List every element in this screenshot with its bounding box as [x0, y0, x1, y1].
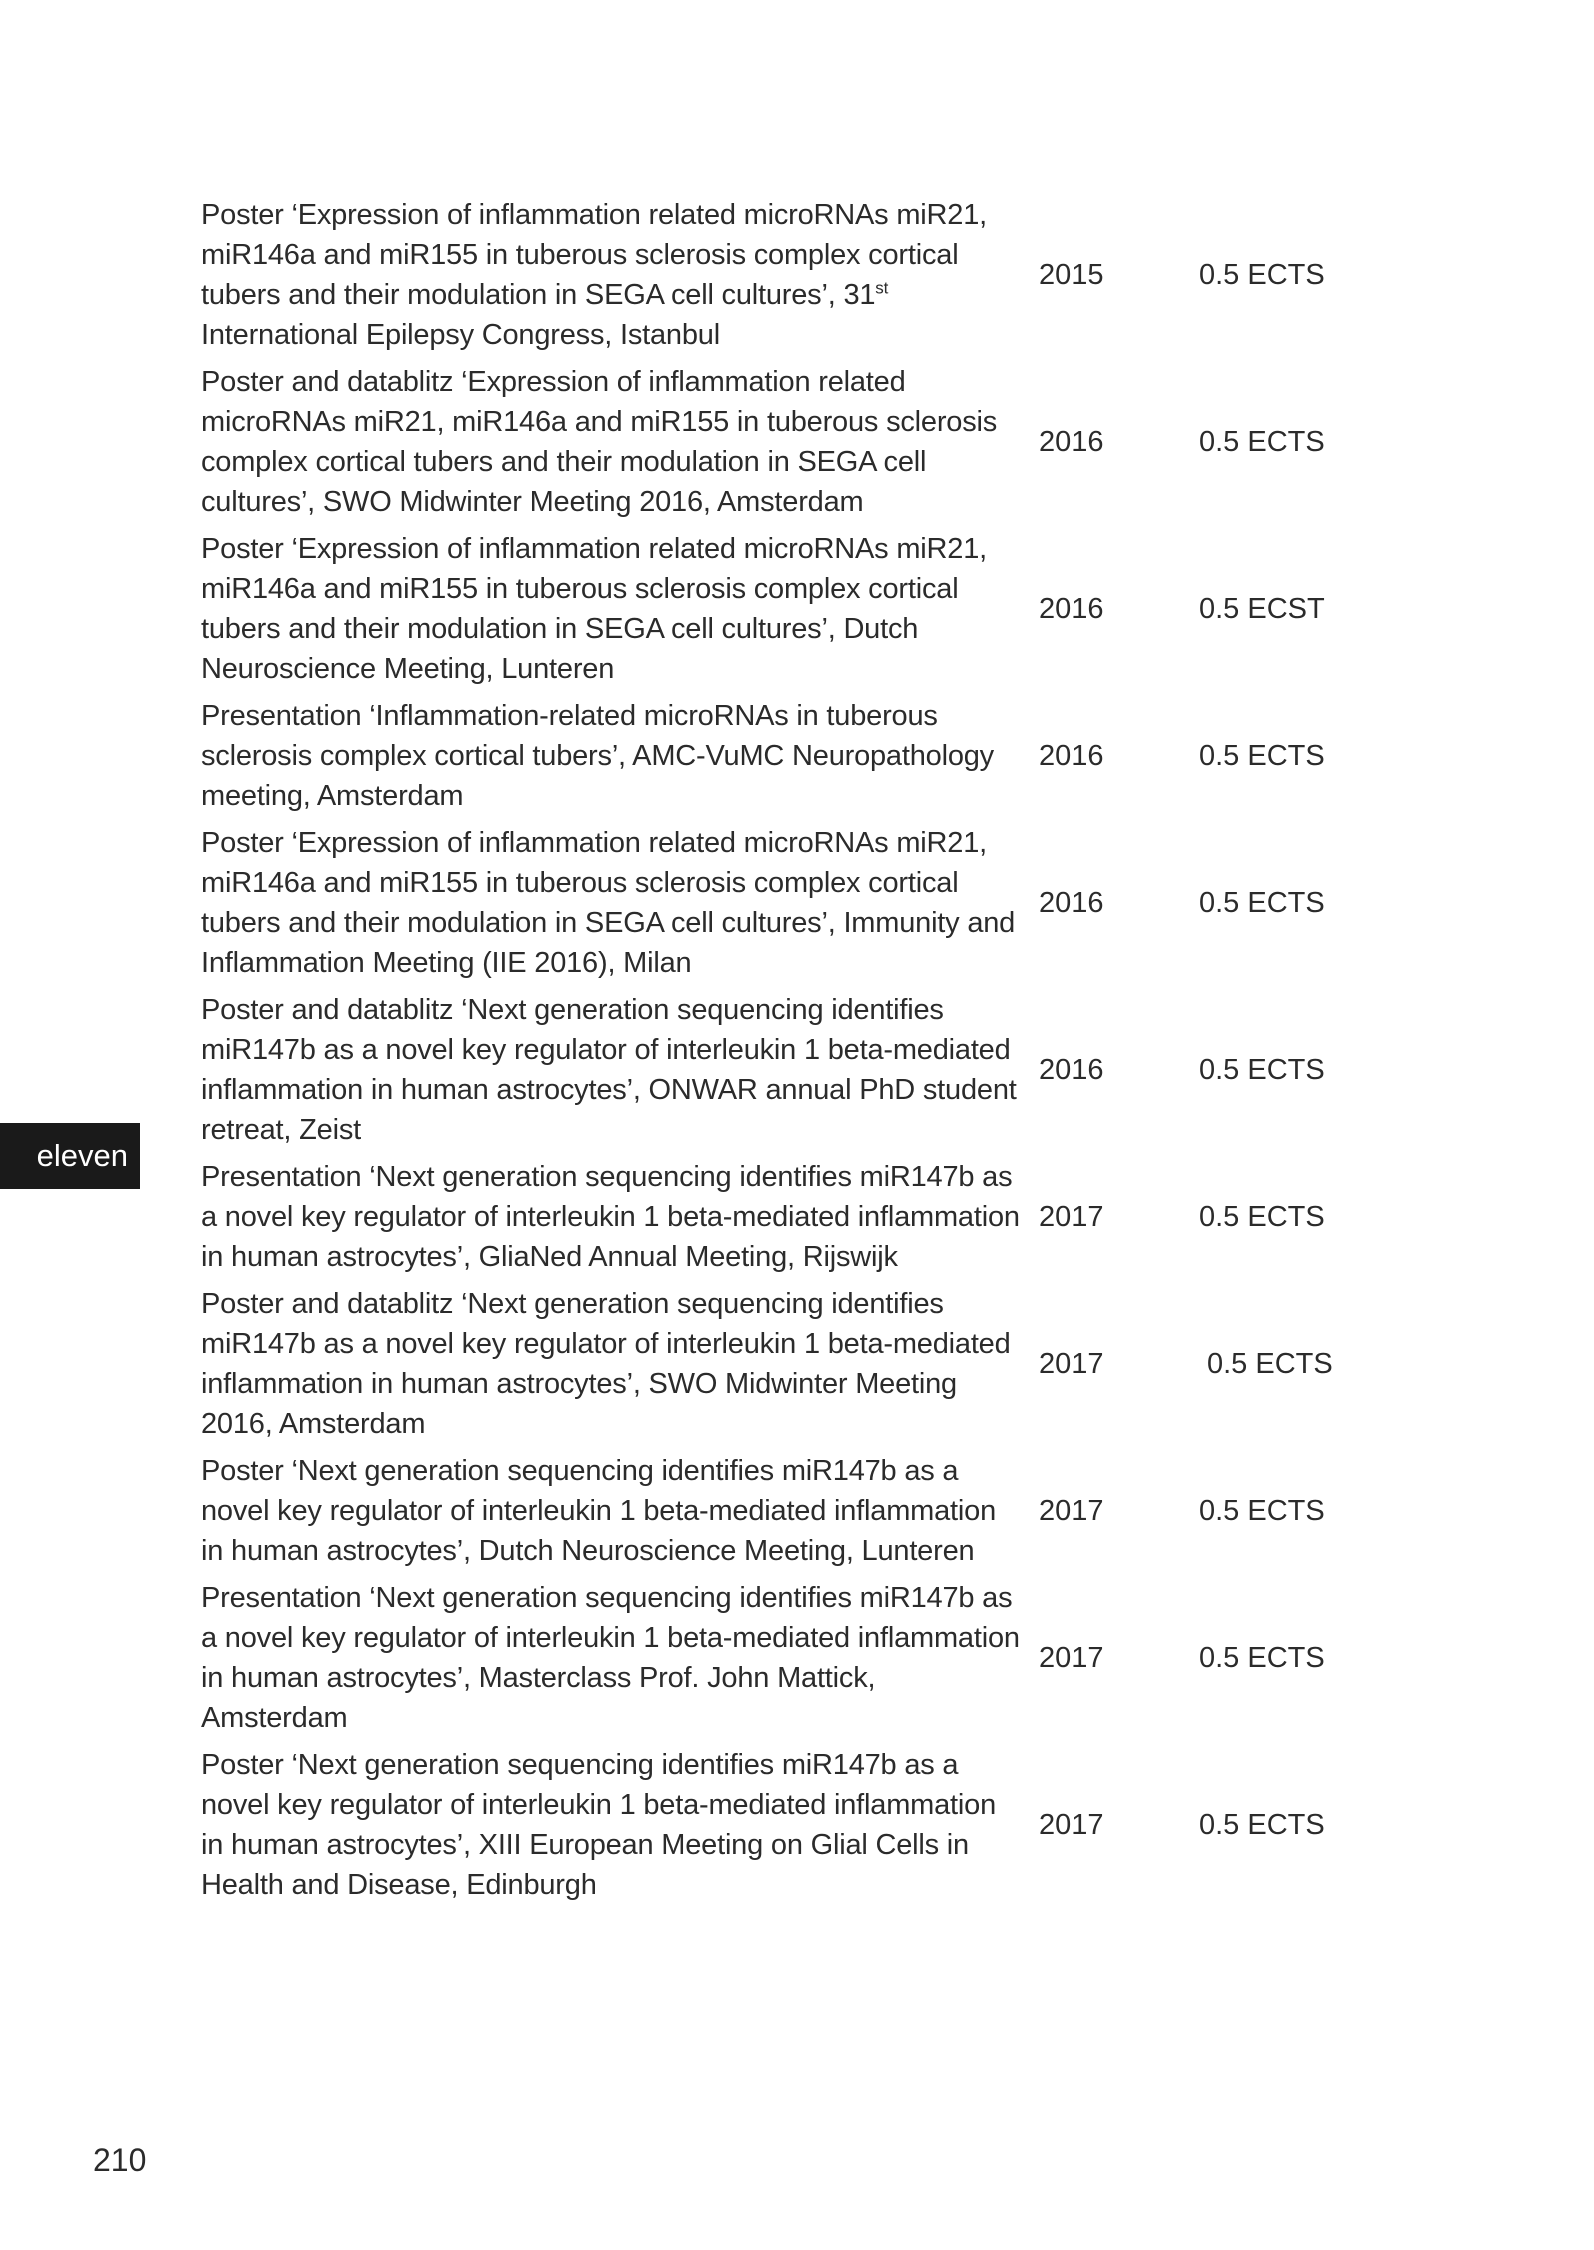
entry-description: Poster ‘Expression of inflammation related microRNAs miR21, miR146a and miR155 in tuberous sclerosis complex cortical tubers and their modulation in SEGA cell cultures’, Immunity and Inflammation Meeting (IIE 2016), Milan — [201, 827, 1016, 979]
list-item — [201, 820, 1351, 987]
entry-credits: 0.5 ECTS — [1199, 1641, 1325, 1674]
entry-year: 2016 — [1039, 592, 1104, 625]
entry-year: 2017 — [1039, 1347, 1104, 1380]
entry-year: 2017 — [1039, 1808, 1104, 1841]
entry-year: 2015 — [1039, 258, 1104, 291]
entry-year: 2017 — [1039, 1494, 1104, 1527]
entry-credits: 0.5 ECTS — [1199, 739, 1325, 772]
entry-description: Presentation ‘Next generation sequencing identifies miR147b as a novel key regulator of interleukin 1 beta-mediated inflammation in human astrocytes’, Masterclass Prof. John Mattick, Amsterdam — [201, 1582, 1020, 1734]
entry-description: Poster and datablitz ‘Next generation sequencing identifies miR147b as a novel key regulator of interleukin 1 beta-mediated inflammation in human astrocytes’, SWO Midwinter Meeting 2016, Amsterdam — [201, 1288, 1011, 1440]
entry-description-tail: International Epilepsy Congress, Istanbul — [201, 319, 720, 351]
list-item — [201, 693, 1351, 820]
list-item — [201, 987, 1351, 1154]
entry-credits: 0.5 ECTS — [1199, 258, 1325, 291]
list-item — [201, 359, 1351, 526]
entry-credits: 0.5 ECTS — [1199, 1053, 1325, 1086]
list-item — [201, 526, 1351, 693]
list-item — [201, 192, 1351, 359]
entry-description: Poster and datablitz ‘Next generation sequencing identifies miR147b as a novel key regulator of interleukin 1 beta-mediated inflammation in human astrocytes’, ONWAR annual PhD student retreat, Zeist — [201, 994, 1017, 1146]
entry-year: 2017 — [1039, 1200, 1104, 1233]
list-item — [201, 1448, 1351, 1575]
list-item — [201, 1154, 1351, 1281]
entry-credits: 0.5 ECTS — [1199, 886, 1325, 919]
entry-year: 2016 — [1039, 739, 1104, 772]
entry-description: Presentation ‘Inflammation-related microRNAs in tuberous sclerosis complex cortical tubers’, AMC-VuMC Neuropathology meeting, Amsterdam — [201, 700, 994, 812]
entry-year: 2016 — [1039, 1053, 1104, 1086]
ordinal-superscript: st — [875, 278, 889, 298]
chapter-tab: eleven — [0, 1123, 140, 1189]
entry-year: 2016 — [1039, 886, 1104, 919]
entry-credits: 0.5 ECTS — [1207, 1347, 1333, 1380]
activity-list — [201, 192, 1351, 1909]
list-item — [201, 1742, 1351, 1909]
entry-year: 2017 — [1039, 1641, 1104, 1674]
entry-credits: 0.5 ECTS — [1199, 425, 1325, 458]
page-number: 210 — [93, 2142, 147, 2178]
list-item — [201, 1281, 1351, 1448]
entry-description: Presentation ‘Next generation sequencing identifies miR147b as a novel key regulator of interleukin 1 beta-mediated inflammation in human astrocytes’, GliaNed Annual Meeting, Rijswijk — [201, 1161, 1020, 1273]
list-item — [201, 1575, 1351, 1742]
entry-credits: 0.5 ECTS — [1199, 1494, 1325, 1527]
entry-credits: 0.5 ECTS — [1199, 1200, 1325, 1233]
entry-description: Poster ‘Expression of inflammation related microRNAs miR21, miR146a and miR155 in tuberous sclerosis complex cortical tubers and their modulation in SEGA cell cultures’, Dutch Neuroscience Meeting, Lunteren — [201, 533, 987, 685]
entry-credits: 0.5 ECTS — [1199, 1808, 1325, 1841]
entry-description-text: Poster ‘Expression of inflammation related microRNAs miR21, miR146a and miR155 in tuberous sclerosis complex cortical tubers and their modulation in SEGA cell cultures’, 31 — [201, 199, 987, 311]
entry-credits: 0.5 ECST — [1199, 592, 1325, 625]
entry-description: Poster and datablitz ‘Expression of inflammation related microRNAs miR21, miR146a and miR155 in tuberous sclerosis complex cortical tubers and their modulation in SEGA cell cultures’, SWO Midwinter Meeting 2016, Amsterdam — [201, 366, 998, 518]
entry-year: 2016 — [1039, 425, 1104, 458]
entry-description: Poster ‘Next generation sequencing identifies miR147b as a novel key regulator of interleukin 1 beta-mediated inflammation in human astrocytes’, Dutch Neuroscience Meeting, Lunteren — [201, 1455, 997, 1567]
entry-description — [201, 195, 1026, 355]
entry-description: Poster ‘Next generation sequencing identifies miR147b as a novel key regulator of interleukin 1 beta-mediated inflammation in human astrocytes’, XIII European Meeting on Glial Cells in Health and Disease, Edinburgh — [201, 1749, 997, 1901]
